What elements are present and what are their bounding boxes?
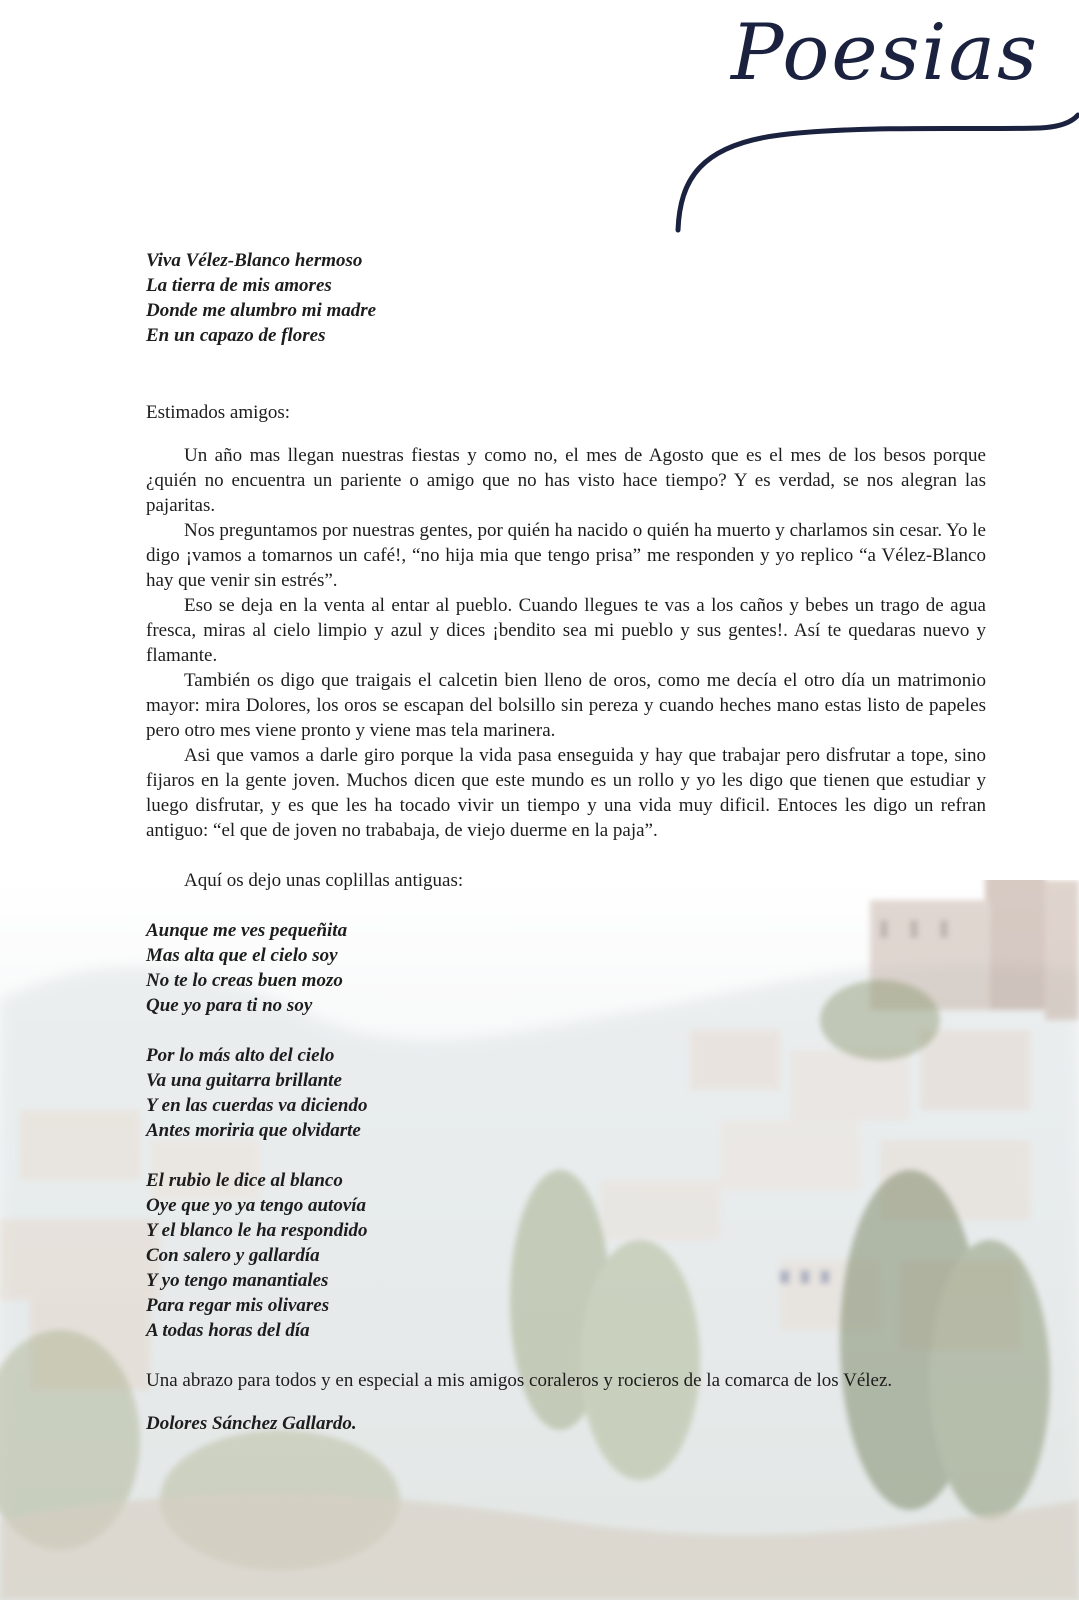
body-paragraph: Asi que vamos a darle giro porque la vida pasa enseguida y hay que trabajar pero disfrutar a tope, sino fijaros en la gente joven. Muchos dicen que este mundo es un rollo y yo les digo que tienen que estudiar y luego disfrutar, y es que les ha tocado vivir un tiempo y una vida muy dificil. Entoces les digo un refran antiguo: “el que de joven no trababaja, de viejo duerme en la paja”. — [146, 745, 986, 841]
verse-line: Donde me alumbro mi madre — [146, 300, 377, 321]
body-paragraph: También os digo que traigais el calcetin bien lleno de oros, como me decía el otro día un matrimonio mayor: mira Dolores, los oros se escapan del bolsillo sin pereza y cuando heches mano estas listo de papeles pero otro mes viene pronto y viene mas tela marinera. — [146, 670, 986, 741]
verse-line: El rubio le dice al blanco — [146, 1170, 343, 1191]
verse-line: Y el blanco le ha respondido — [146, 1220, 368, 1241]
verse-line: Antes moriria que olvidarte — [146, 1120, 361, 1141]
opening-verse — [146, 248, 986, 348]
copla-stanza — [146, 918, 986, 1018]
verse-line: Y yo tengo manantiales — [146, 1270, 329, 1291]
verse-line: Va una guitarra brillante — [146, 1070, 342, 1091]
verse-line: Y en las cuerdas va diciendo — [146, 1095, 368, 1116]
verse-line: Aunque me ves pequeñita — [146, 920, 348, 941]
verse-line: A todas horas del día — [146, 1320, 310, 1341]
copla-stanza — [146, 1043, 986, 1143]
closing-line: Una abrazo para todos y en especial a mis amigos coraleros y rocieros de la comarca de los Vélez. — [146, 1370, 893, 1391]
verse-line: En un capazo de flores — [146, 325, 326, 346]
verse-line: La tierra de mis amores — [146, 275, 332, 296]
salutation: Estimados amigos: — [146, 402, 291, 423]
verse-line: Con salero y gallardía — [146, 1245, 320, 1266]
body-paragraph: Nos preguntamos por nuestras gentes, por quién ha nacido o quién ha muerto y charlamos sin cesar. Yo le digo ¡vamos a tomarnos un café!, “no hija mia que tengo prisa” me responden y yo replico “a Vélez-Blanco hay que venir sin estrés”. — [146, 520, 986, 591]
verse-line: Oye que yo ya tengo autovía — [146, 1195, 367, 1216]
verse-line: Para regar mis olivares — [146, 1295, 330, 1316]
page-title: Poesias — [731, 8, 1039, 98]
verse-line: Por lo más alto del cielo — [146, 1045, 335, 1066]
title-swash-ornament — [660, 100, 1079, 240]
document-body — [146, 248, 986, 1436]
verse-line: Mas alta que el cielo soy — [146, 945, 338, 966]
verse-line: No te lo creas buen mozo — [146, 970, 343, 991]
verse-line: Que yo para ti no soy — [146, 995, 313, 1016]
copla-stanza — [146, 1168, 986, 1343]
signature: Dolores Sánchez Gallardo. — [146, 1413, 357, 1434]
verse-line: Viva Vélez-Blanco hermoso — [146, 250, 363, 271]
coplas-intro: Aquí os dejo unas coplillas antiguas: — [184, 870, 464, 891]
body-paragraph: Eso se deja en la venta al entar al pueblo. Cuando llegues te vas a los caños y bebes un trago de agua fresca, miras al cielo limpio y azul y dices ¡bendito sea mi pueblo y sus gentes!. Así te quedaras nuevo y flamante. — [146, 595, 986, 666]
body-paragraph: Un año mas llegan nuestras fiestas y como no, el mes de Agosto que es el mes de los besos porque ¿quién no encuentra un pariente o amigo que no has visto hace tiempo? Y es verdad, se nos alegran las pajaritas. — [146, 445, 986, 516]
